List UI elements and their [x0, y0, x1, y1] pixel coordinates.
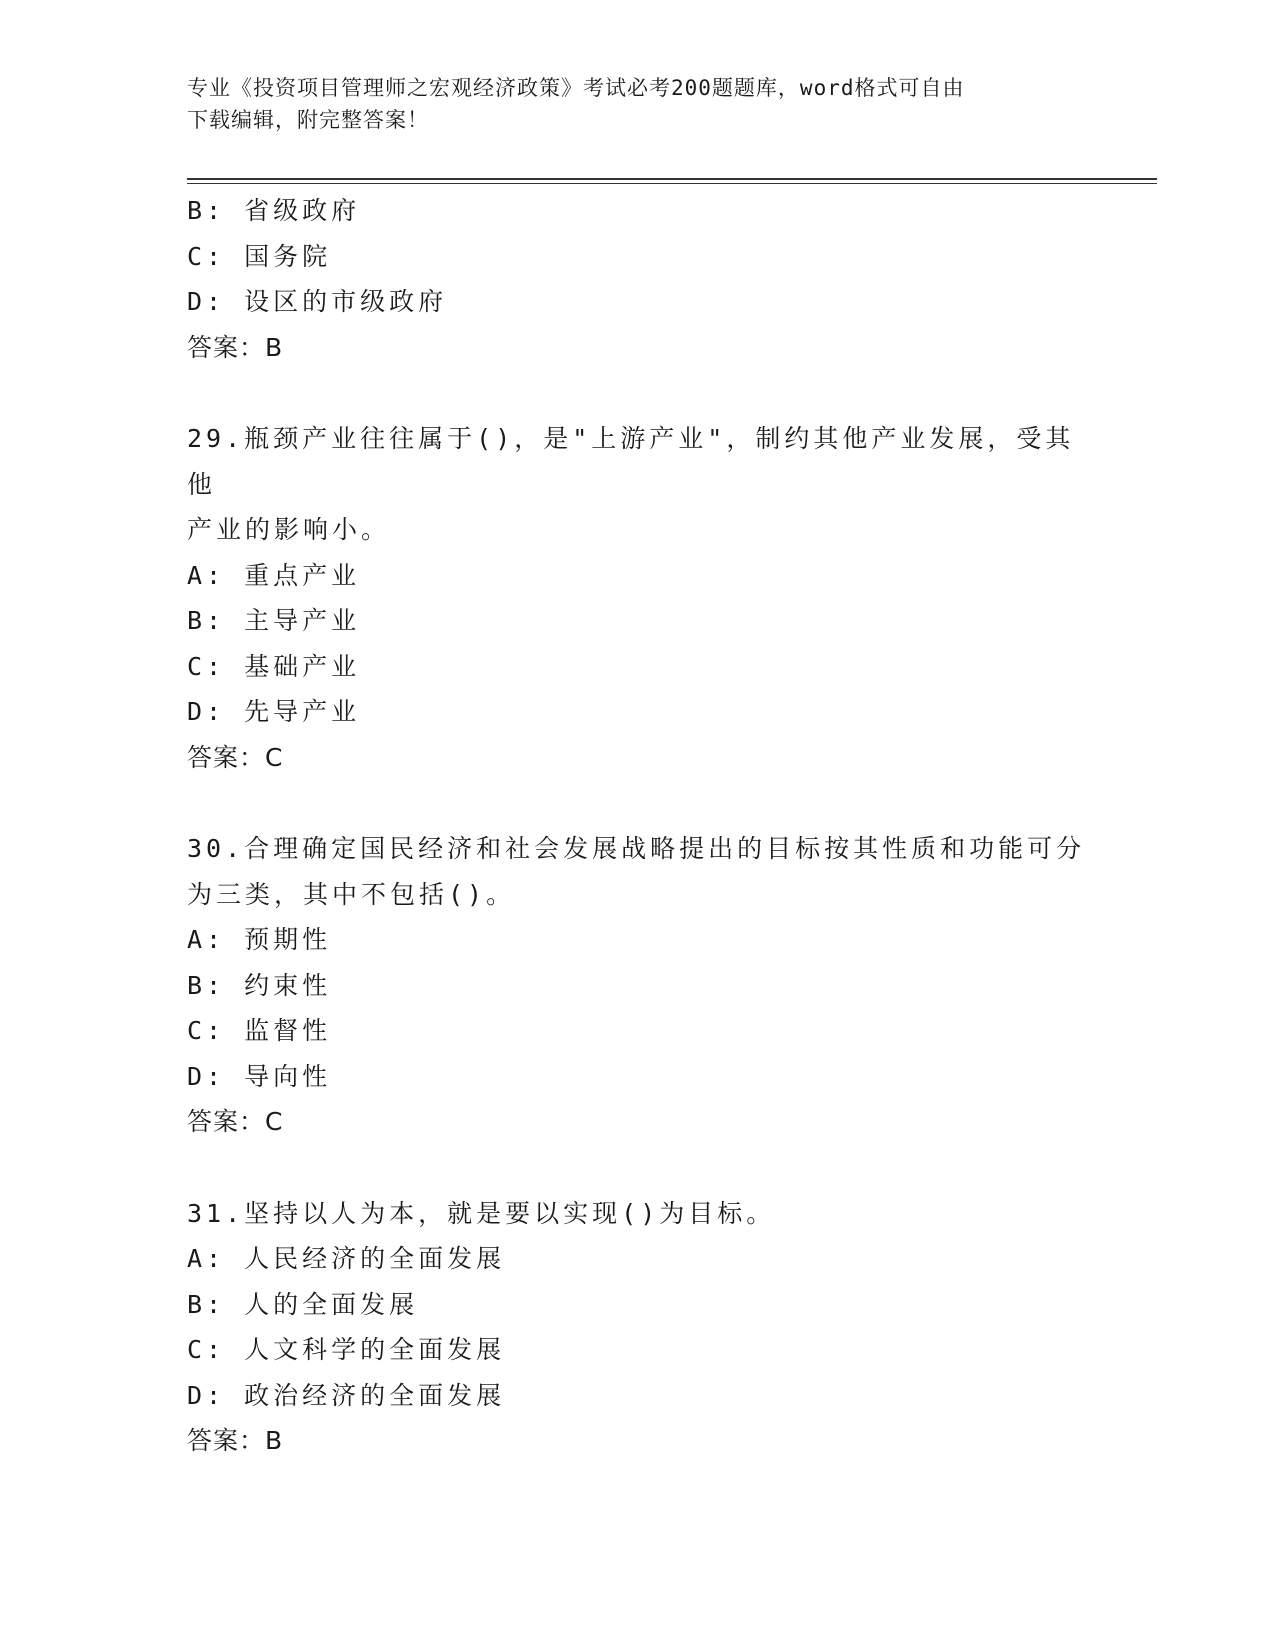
question-stem — [187, 1191, 1087, 1237]
document-header — [187, 72, 1067, 136]
question-30 — [187, 826, 1087, 1145]
option-b: B: 主导产业 — [187, 606, 361, 635]
option-a: A: 人民经济的全面发展 — [187, 1244, 506, 1273]
question-stem-line-2: 产业的影响小。 — [187, 515, 391, 544]
option-b: B: 约束性 — [187, 970, 332, 1000]
option-c: C: 监督性 — [187, 1016, 332, 1045]
option-d: D: 先导产业 — [187, 697, 361, 726]
question-list — [187, 188, 1087, 1464]
header-line-2: 下载编辑，附完整答案！ — [187, 108, 429, 132]
question-stem — [187, 416, 1087, 553]
option-a: A: 预期性 — [187, 925, 332, 954]
question-stem-line-2: 为三类，其中不包括()。 — [187, 879, 516, 909]
header-line-1: 专业《投资项目管理师之宏观经济政策》考试必考200题题库，word格式可自由 — [187, 76, 965, 100]
question-29 — [187, 416, 1087, 780]
answer-line: 答案：B — [187, 332, 284, 362]
option-d: D: 导向性 — [187, 1061, 332, 1091]
option-d: D: 设区的市级政府 — [187, 287, 448, 316]
option-c: C: 人文科学的全面发展 — [187, 1335, 506, 1364]
question-stem — [187, 826, 1087, 917]
header-divider-thick — [187, 178, 1157, 180]
option-a: A: 重点产业 — [187, 560, 361, 590]
option-c: C: 国务院 — [187, 241, 332, 271]
answer-line: 答案：C — [187, 742, 284, 772]
question-stem-line-1: 29.瓶颈产业往往属于()，是"上游产业"，制约其他产业发展，受其他 — [187, 424, 1075, 499]
header-divider-thin — [187, 183, 1157, 184]
option-d: D: 政治经济的全面发展 — [187, 1380, 506, 1410]
question-28-continued — [187, 188, 1087, 370]
option-c: C: 基础产业 — [187, 651, 361, 681]
answer-line: 答案：C — [187, 1107, 284, 1136]
option-b: B: 省级政府 — [187, 196, 361, 225]
option-b: B: 人的全面发展 — [187, 1289, 419, 1319]
question-stem-line-1: 30.合理确定国民经济和社会发展战略提出的目标按其性质和功能可分 — [187, 834, 1086, 863]
question-stem-line-1: 31.坚持以人为本，就是要以实现()为目标。 — [187, 1198, 776, 1228]
answer-line: 答案：B — [187, 1426, 284, 1455]
question-31 — [187, 1191, 1087, 1464]
